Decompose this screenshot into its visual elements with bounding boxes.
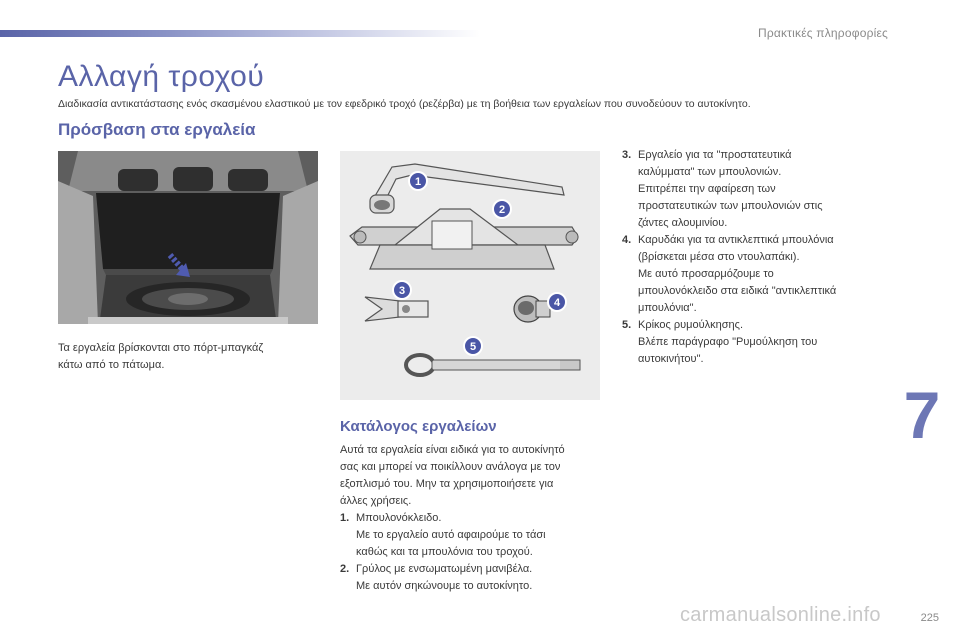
tool-item-line: καθώς και τα μπουλόνια του τροχού. <box>356 546 533 558</box>
tool-item-line: Επιτρέπει την αφαίρεση των <box>638 183 776 195</box>
callout-label: 4 <box>553 297 561 309</box>
callout-1 <box>409 172 427 190</box>
tool-item-5 <box>622 317 892 368</box>
header-color-band <box>0 30 480 37</box>
tool-item-line: Μπουλονόκλειδο. <box>356 512 442 524</box>
tool-item-line: Γρύλος με ενσωματωμένη μανιβέλα. <box>356 563 533 575</box>
tool-item-line: προστατευτικών των μπουλονιών στις <box>638 200 823 212</box>
tool-item-number: 5. <box>622 319 632 331</box>
tool-item-number: 3. <box>622 149 632 161</box>
tool-item-line: Βλέπε παράγραφο "Ρυμούλκηση του <box>638 336 818 348</box>
tool-item-line: καλύμματα" των μπουλονιών. <box>638 166 782 178</box>
catalog-intro-line: άλλες χρήσεις. <box>340 495 412 507</box>
tool-item-line: Καρυδάκι για τα αντικλεπτικά μπουλόνια <box>638 234 834 246</box>
callout-2 <box>493 200 511 218</box>
tool-item-line: (βρίσκεται μέσα στο ντουλαπάκι). <box>638 251 800 263</box>
tool-item-line: Εργαλείο για τα "προστατευτικά <box>638 149 792 161</box>
catalog-heading: Κατάλογος εργαλείων <box>340 418 497 435</box>
tools-illustration-graphic <box>340 151 600 400</box>
tool-item-number: 4. <box>622 234 632 246</box>
tool-item-line: ζάντες αλουμινίου. <box>638 217 728 229</box>
access-caption-line: Τα εργαλεία βρίσκονται στο πόρτ-μπαγκάζ <box>58 342 264 354</box>
callout-label: 2 <box>498 204 506 216</box>
catalog-intro-line: εξοπλισμό του. Μην τα χρησιμοποιήσετε για <box>340 478 554 490</box>
tool-item-2 <box>340 561 610 595</box>
access-caption <box>58 340 328 374</box>
callout-label: 3 <box>398 285 406 297</box>
intro-text: Διαδικασία αντικατάστασης ενός σκασμένου ελαστικού με τον εφεδρικό τροχό (ρεζέρβα) με τη βοήθεια των εργαλείων που συνοδεύουν το αυτοκίνητο. <box>58 98 751 110</box>
catalog-text <box>340 442 610 595</box>
callout-3 <box>393 281 411 299</box>
tool-item-body <box>638 232 892 317</box>
page-number: 225 <box>920 612 939 624</box>
tool-item-line: Με αυτόν σηκώνουμε το αυτοκίνητο. <box>356 580 533 592</box>
tool-item-body <box>356 561 610 595</box>
tool-item-3 <box>622 147 892 232</box>
tool-item-1 <box>340 510 610 561</box>
tool-item-line: Με αυτό προσαρμόζουμε το <box>638 268 774 280</box>
callout-label: 1 <box>414 176 422 188</box>
tool-list-continued <box>622 147 892 368</box>
catalog-intro-line: σας και μπορεί να ποικίλλουν ανάλογα με τον <box>340 461 561 473</box>
tool-item-line: Με το εργαλείο αυτό αφαιρούμε το τάσι <box>356 529 546 541</box>
section-header: Πρακτικές πληροφορίες <box>757 26 888 40</box>
tool-item-line: αυτοκινήτου". <box>638 353 704 365</box>
callout-5 <box>464 337 482 355</box>
tool-item-line: Κρίκος ρυμούλκησης. <box>638 319 744 331</box>
callout-4 <box>548 293 566 311</box>
catalog-intro-line: Αυτά τα εργαλεία είναι ειδικά για το αυτοκίνητό <box>340 444 565 456</box>
trunk-photo-graphic <box>58 151 318 324</box>
tools-illustration <box>340 151 600 400</box>
tool-item-number: 2. <box>340 563 350 575</box>
access-heading: Πρόσβαση στα εργαλεία <box>58 120 256 139</box>
tool-item-line: μπουλόνια". <box>638 302 697 314</box>
tool-item-body <box>356 510 610 561</box>
tool-item-body <box>638 147 892 232</box>
chapter-number: 7 <box>903 378 941 452</box>
tool-item-line: μπουλονόκλειδο στα ειδικά "αντικλεπτικά <box>638 285 837 297</box>
trunk-photo <box>58 151 318 324</box>
page-title: Αλλαγή τροχού <box>58 60 265 93</box>
access-caption-line: κάτω από το πάτωμα. <box>58 359 165 371</box>
tool-item-4 <box>622 232 892 317</box>
callout-label: 5 <box>469 341 477 353</box>
tool-item-body <box>638 317 892 368</box>
tool-item-number: 1. <box>340 512 350 524</box>
watermark: carmanualsonline.info <box>680 604 881 626</box>
